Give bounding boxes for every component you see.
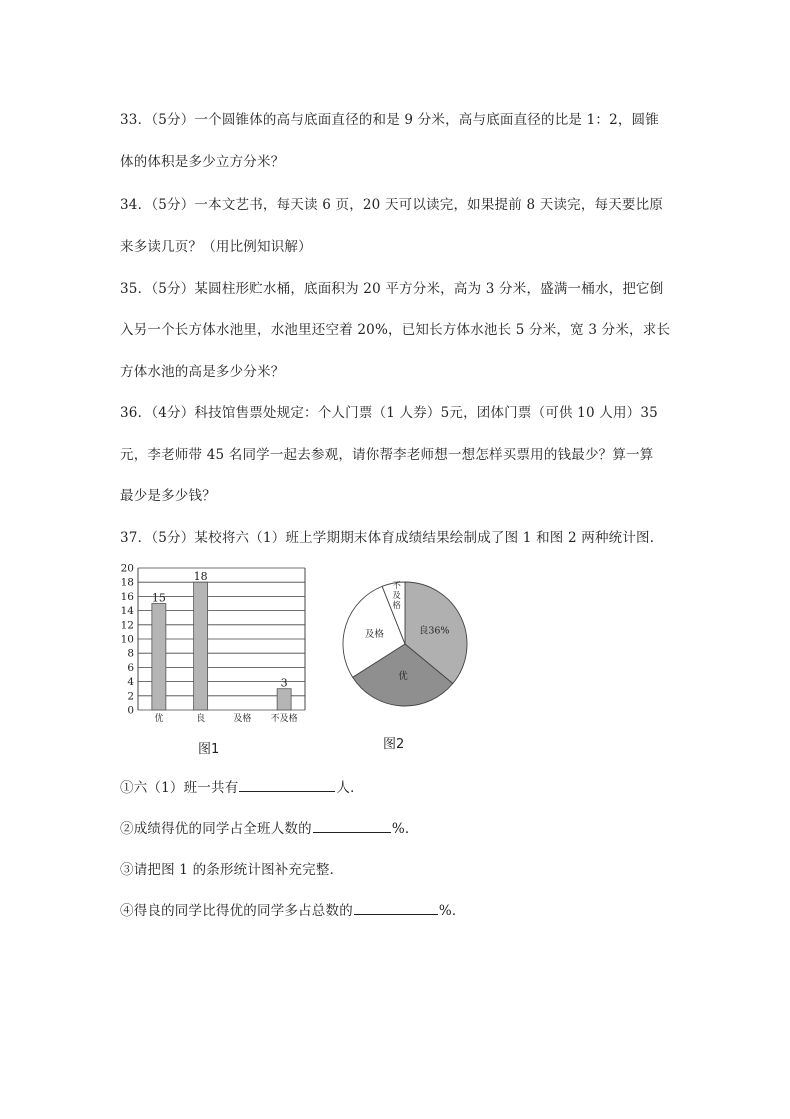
q37-sub-2: [120, 817, 419, 837]
q37-sub-4: [120, 899, 466, 919]
y-tick-label: 14: [120, 605, 134, 618]
bar-0: [152, 604, 166, 711]
q35-line-3: 方体水池的高是多少分米？: [120, 364, 285, 380]
q37-sub-1-unit: 人．: [336, 780, 364, 796]
bar-chart-title: 图1: [198, 742, 220, 757]
q37-sub-2-text: ②成绩得优的同学占全班人数的: [120, 821, 312, 837]
q35-line-2: 入另一个长方体水池里，水池里还空着 20%，已知长方体水池长 5 分米，宽 3 分米，求长: [120, 322, 671, 338]
pie-label-char: 及: [392, 591, 401, 602]
q37-sub-1: [120, 776, 364, 796]
pie-label: 良36%: [418, 625, 450, 637]
x-category-label: 优: [154, 714, 164, 724]
q33-line-1: 33．（5分）一个圆锥体的高与底面直径的和是 9 分米，高与底面直径的比是 1：2，圆锥: [120, 112, 659, 128]
bar-chart: [112, 560, 322, 730]
y-tick-label: 10: [120, 633, 134, 646]
bar-value-label: 15: [151, 591, 166, 605]
q34-line-1: 34．（5分）一本文艺书，每天读 6 页，20 天可以读完，如果提前 8 天读完，每天要比原: [120, 197, 664, 213]
bar-value-label: 18: [193, 570, 208, 584]
q37-sub-4-unit: %．: [438, 903, 466, 919]
pie-label-char: 不: [392, 581, 401, 592]
y-tick-label: 4: [127, 676, 134, 689]
x-category-label: 及格: [233, 714, 252, 724]
y-tick-label: 16: [120, 590, 134, 603]
y-tick-label: 6: [127, 661, 134, 674]
x-category-label: 良: [196, 714, 206, 724]
x-category-label: 不及格: [270, 714, 298, 724]
y-tick-label: 0: [127, 704, 134, 717]
y-tick-label: 20: [120, 562, 134, 575]
pie-label: 优: [398, 671, 408, 683]
pie-chart: [330, 572, 480, 722]
y-tick-label: 2: [127, 690, 134, 703]
q36-line-3: 最少是多少钱？: [120, 488, 216, 504]
q36-line-2: 元，李老师带 45 名同学一起去参观，请你帮李老师想一想怎样买票用的钱最少？算一算: [120, 447, 654, 463]
bar-1: [194, 582, 208, 710]
q37-sub-4-text: ④得良的同学比得优的同学多占总数的: [120, 903, 353, 919]
pie-label: 及格: [364, 629, 384, 641]
q37-sub-2-unit: %．: [391, 821, 419, 837]
answer-blank-4[interactable]: [354, 900, 438, 915]
q34-line-2: 来多读几页？（用比例知识解）: [120, 239, 312, 255]
q35-line-1: 35．（5分）某圆柱形贮水桶，底面积为 20 平方分米，高为 3 分米，盛满一桶水，把它倒: [120, 281, 664, 297]
q37-sub-1-text: ①六（1）班一共有: [120, 780, 239, 796]
pie-chart-title: 图2: [383, 737, 405, 752]
answer-blank-1[interactable]: [239, 777, 335, 792]
y-tick-label: 8: [127, 647, 134, 660]
pie-label-char: 格: [392, 601, 401, 612]
y-tick-label: 12: [120, 619, 134, 632]
q37-sub-3: ③请把图 1 的条形统计图补充完整．: [120, 862, 344, 878]
q37-line-1: 37．（5分）某校将六（1）班上学期期末体育成绩结果绘制成了图 1 和图 2 两种统计图．: [120, 530, 664, 546]
bar-value-label: 3: [280, 676, 288, 690]
bar-3: [277, 689, 291, 710]
q36-line-1: 36．（4分）科技馆售票处规定：个人门票（1 人券）5元，团体门票（可供 10 人用）35: [120, 405, 658, 421]
y-tick-label: 18: [120, 576, 134, 589]
answer-blank-2[interactable]: [313, 818, 391, 833]
q33-line-2: 体的体积是多少立方分米？: [120, 154, 285, 170]
